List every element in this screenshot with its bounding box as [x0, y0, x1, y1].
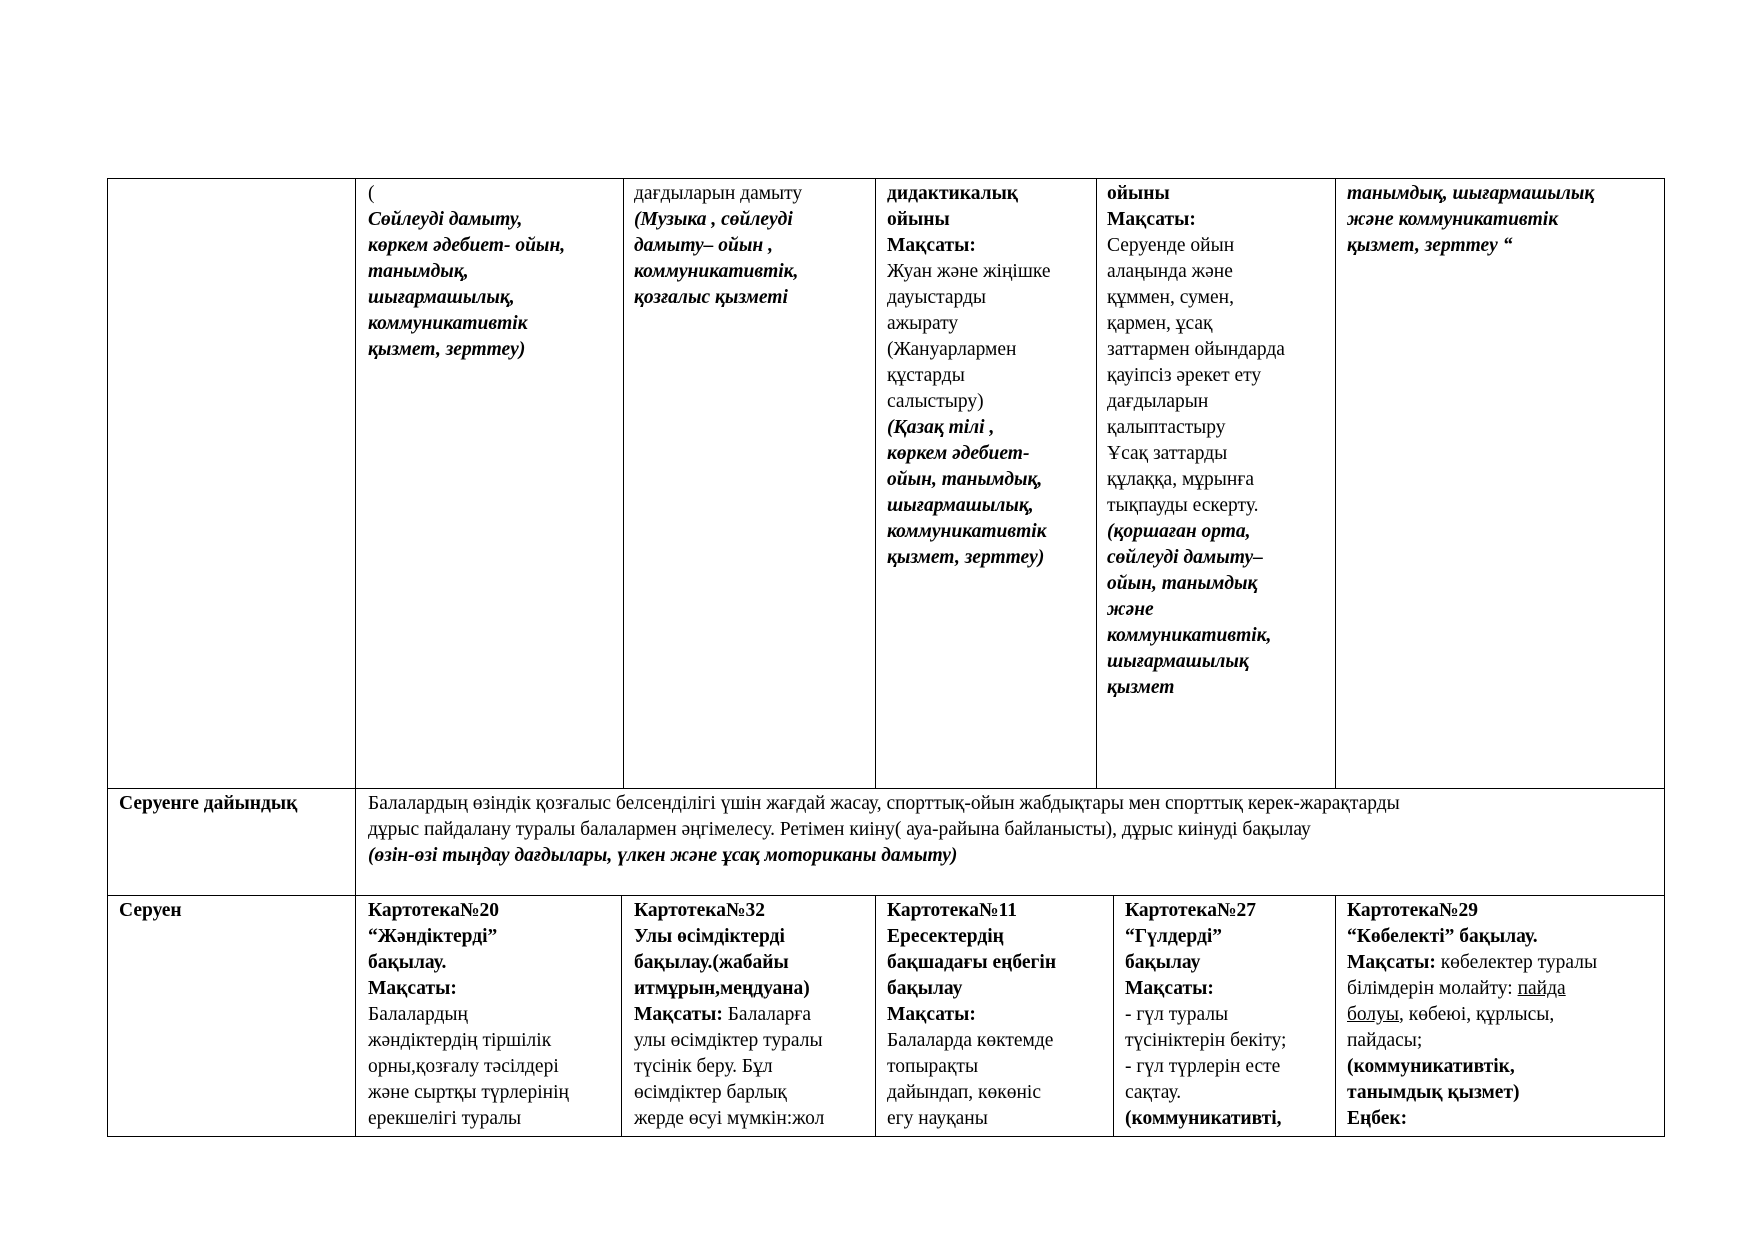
text-line: Мақсаты: — [368, 978, 457, 999]
text-line: егу науқаны — [887, 1108, 988, 1129]
row3-divider-5 — [1335, 895, 1336, 1137]
text-line: Картотека№32 — [634, 900, 766, 921]
row1-divider-3 — [875, 178, 876, 789]
text-line: танымдық, — [368, 261, 469, 282]
text-line: - гүл туралы — [1125, 1004, 1229, 1025]
row3-divider-4 — [1113, 895, 1114, 1137]
column-divider-1 — [355, 178, 356, 1137]
text-line: заттармен ойындарда — [1107, 339, 1285, 360]
text-line: Ұсақ заттарды — [1107, 443, 1228, 464]
text-line: және коммуникативтік — [1347, 209, 1559, 230]
text-line: жәндіктердің тіршілік — [368, 1030, 552, 1051]
text-line: Картотека№11 — [887, 900, 1017, 921]
text-line: (қоршаған орта, — [1107, 521, 1251, 542]
row3-divider-2 — [621, 895, 622, 1137]
text-line: Картотека№20 — [368, 900, 500, 921]
text-line: қозғалыс қызметі — [634, 287, 788, 308]
text-line: Мақсаты: — [887, 1004, 976, 1025]
text-line: Еңбек: — [1347, 1108, 1408, 1129]
row3-divider-3 — [875, 895, 876, 1137]
text-line: Мақсаты: — [1107, 209, 1196, 230]
row2-content — [368, 791, 1400, 869]
text-line: (Қазақ тілі , — [887, 417, 995, 438]
text-line: (өзін-өзі тыңдау дағдылары, үлкен және ұсақ моториканы дамыту) — [368, 845, 958, 866]
text-line: дайындап, көкөніс — [887, 1082, 1042, 1103]
text-line: Жуан және жіңішке — [887, 261, 1051, 282]
text-line: шығармашылық — [1107, 651, 1249, 672]
text-line: қармен, ұсақ — [1107, 313, 1213, 334]
text-line: ойыны — [1107, 183, 1170, 204]
text-line: құлаққа, мұрынға — [1107, 469, 1254, 490]
text-line: топырақты — [887, 1056, 979, 1077]
text-line: түсінік беру. Бұл — [634, 1056, 773, 1077]
text-line: Улы өсімдіктерді — [634, 926, 785, 947]
text-line: танымдық қызмет) — [1347, 1082, 1520, 1103]
row1-col4-cell — [887, 181, 1050, 571]
text-line: және сыртқы түрлерінің — [368, 1082, 569, 1103]
text-line: дидактикалық — [887, 183, 1019, 204]
text-line: болуы, көбеюі, құрлысы, — [1347, 1004, 1555, 1025]
text-line: сақтау. — [1125, 1082, 1182, 1103]
text-line: қызмет, зерттеу “ — [1347, 235, 1513, 256]
text-line: дағдыларын — [1107, 391, 1209, 412]
text-line: (коммуникативтік, — [1347, 1056, 1515, 1077]
text-line: Балаларда көктемде — [887, 1030, 1054, 1051]
table-border-right — [1664, 178, 1665, 1137]
text-line: қызмет — [1107, 677, 1175, 698]
text-line: “Жәндіктерді” — [368, 926, 498, 947]
text-line: Картотека№29 — [1347, 900, 1479, 921]
text-line: дамыту– ойын , — [634, 235, 773, 256]
text-line: пайдасы; — [1347, 1030, 1423, 1051]
row1-col3-cell — [634, 181, 802, 311]
text-line: танымдық, шығармашылық — [1347, 183, 1595, 204]
text-line: коммуникативтік, — [634, 261, 799, 282]
text-line: (коммуникативті, — [1125, 1108, 1282, 1129]
row1-col6-cell — [1347, 181, 1594, 259]
text-line: алаңында және — [1107, 261, 1233, 282]
row1-col2-cell — [368, 181, 565, 363]
text-line: коммуникативтік — [368, 313, 528, 334]
text-line: ( — [368, 183, 375, 204]
text-line: Балалардың өзіндік қозғалыс белсенділігі үшін жағдай жасау, спорттық-ойын жабдықтары мен спорттық керек-жарақтарды — [368, 793, 1400, 814]
table-border-left — [107, 178, 108, 1137]
text-line: “Көбелекті” бақылау. — [1347, 926, 1538, 947]
text-line: (Музыка , сөйлеуді — [634, 209, 793, 230]
row3-col4-cell — [887, 898, 1056, 1132]
text-line: Мақсаты: Балаларға — [634, 1004, 812, 1025]
text-line: шығармашылық, — [368, 287, 515, 308]
row3-label: Серуен — [119, 900, 182, 921]
text-line: қызмет, зерттеу) — [887, 547, 1045, 568]
text-line: құммен, сумен, — [1107, 287, 1234, 308]
text-line: ойын, танымдық, — [887, 469, 1043, 490]
text-line: бақылау — [887, 978, 963, 999]
text-line: дауыстарды — [887, 287, 987, 308]
text-line: Мақсаты: көбелектер туралы — [1347, 952, 1598, 973]
text-line: Серуенде ойын — [1107, 235, 1235, 256]
text-line: Мақсаты: — [1125, 978, 1214, 999]
text-line: салыстыру) — [887, 391, 984, 412]
row3-col5-cell — [1125, 898, 1286, 1132]
text-line: орны,қозғалу тәсілдері — [368, 1056, 559, 1077]
text-line: Ересектердің — [887, 926, 1004, 947]
text-line: қауіпсіз әрекет ету — [1107, 365, 1262, 386]
row3-col6-cell — [1347, 898, 1597, 1132]
text-line: тықпауды ескерту. — [1107, 495, 1259, 516]
text-line: улы өсімдіктер туралы — [634, 1030, 823, 1051]
table-row-divider-2 — [107, 895, 1665, 896]
text-line: коммуникативтік, — [1107, 625, 1272, 646]
text-line: Балалардың — [368, 1004, 468, 1025]
table-row-divider-1 — [107, 788, 1665, 789]
text-line: қалыптастыру — [1107, 417, 1226, 438]
text-line: коммуникативтік — [887, 521, 1047, 542]
text-line: дағдыларын дамыту — [634, 183, 803, 204]
text-line: қызмет, зерттеу) — [368, 339, 526, 360]
text-line: жерде өсуі мүмкін:жол — [634, 1108, 825, 1129]
text-line: көркем әдебиет- — [887, 443, 1030, 464]
table-border-top — [107, 178, 1665, 179]
text-line: құстарды — [887, 365, 965, 386]
text-line: түсініктерін бекіту; — [1125, 1030, 1287, 1051]
text-line: - гүл түрлерін есте — [1125, 1056, 1281, 1077]
text-line: дұрыс пайдалану туралы балалармен әңгімелесу. Ретімен киіну( ауа-райына байланысты), дұрыс киінуді бақылау — [368, 819, 1311, 840]
text-line: көркем әдебиет- ойын, — [368, 235, 566, 256]
text-line: бақшадағы еңбегін — [887, 952, 1057, 973]
text-line: бақылау — [1125, 952, 1201, 973]
text-line: Картотека№27 — [1125, 900, 1257, 921]
text-line: итмұрын,меңдуана) — [634, 978, 810, 999]
row2-label: Серуенге дайындық — [119, 793, 298, 814]
text-line: шығармашылық, — [887, 495, 1034, 516]
text-line: бақылау.(жабайы — [634, 952, 789, 973]
row3-col2-cell — [368, 898, 569, 1132]
text-line: ойыны — [887, 209, 950, 230]
text-line: Сөйлеуді дамыту, — [368, 209, 523, 230]
row1-divider-5 — [1335, 178, 1336, 789]
text-line: және — [1107, 599, 1154, 620]
row1-col5-cell — [1107, 181, 1285, 701]
text-line: ерекшелігі туралы — [368, 1108, 522, 1129]
text-line: сөйлеуді дамыту– — [1107, 547, 1263, 568]
text-line: Мақсаты: — [887, 235, 976, 256]
text-line: (Жануарлармен — [887, 339, 1017, 360]
text-line: ажырату — [887, 313, 959, 334]
row1-divider-4 — [1096, 178, 1097, 789]
row3-col3-cell — [634, 898, 824, 1132]
table-border-bottom — [107, 1136, 1665, 1137]
text-line: білімдерін молайту: пайда — [1347, 978, 1566, 999]
text-line: ойын, танымдық — [1107, 573, 1258, 594]
text-line: “Гүлдерді” — [1125, 926, 1222, 947]
text-line: өсімдіктер барлық — [634, 1082, 787, 1103]
text-line: бақылау. — [368, 952, 447, 973]
row1-divider-2 — [623, 178, 624, 789]
